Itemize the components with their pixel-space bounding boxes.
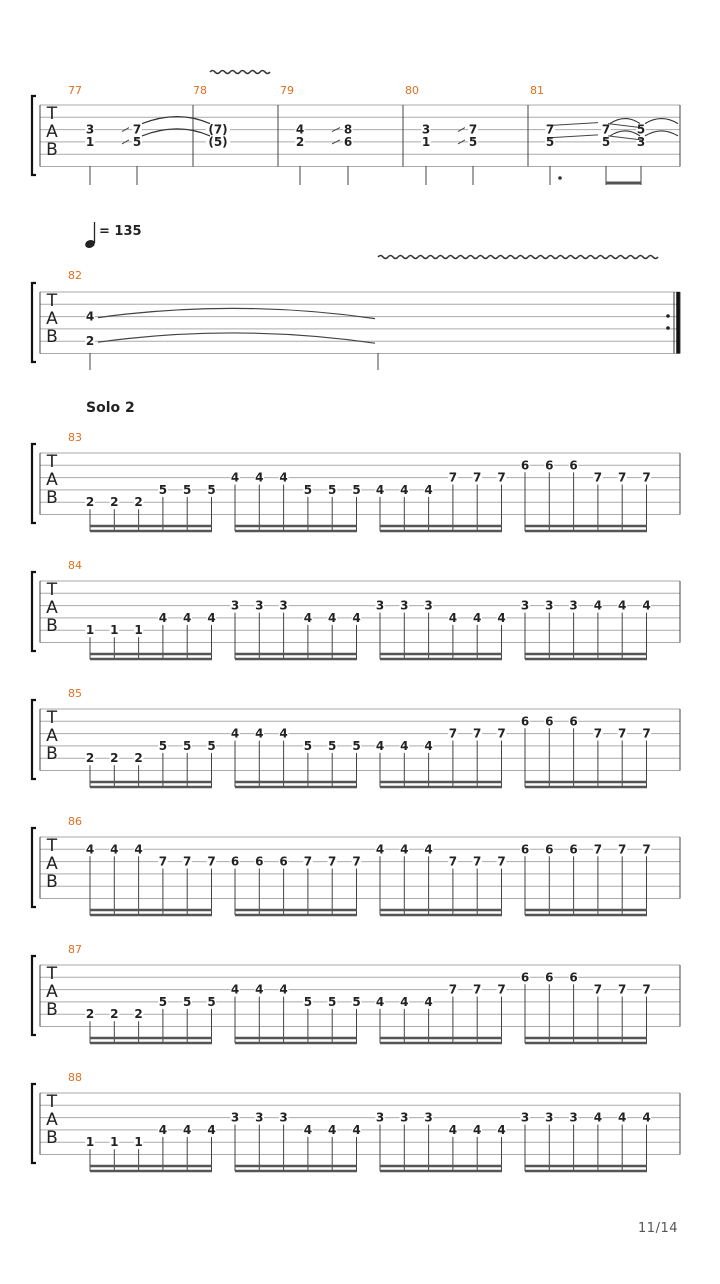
fret-number: 2 [134,495,143,510]
fret-number: 7 [618,726,627,741]
fret-number: 3 [424,1110,433,1125]
vibrato-icon [378,256,658,259]
fret-number: 6 [279,854,288,869]
fret-number: 4 [497,1122,506,1137]
vibrato-segment [548,256,558,259]
fret-number: 4 [424,994,433,1009]
measure-number: 81 [530,84,544,97]
fret-number: 7 [642,982,651,997]
fret-number: 5 [207,994,216,1009]
fret-number: 7 [593,842,603,857]
fret-number: 4 [400,994,409,1009]
fret-number: 4 [230,470,240,485]
fret-number: 3 [545,1110,554,1125]
fret-number: 3 [424,598,433,613]
fret-number: 6 [569,458,578,473]
vibrato-segment [388,256,398,259]
vibrato-segment [588,256,598,259]
fret-number: 7 [497,854,506,869]
fret-number: 7 [473,726,482,741]
fret-number: 5 [352,482,361,497]
fret-number: 5 [158,482,168,497]
fret-number: 2 [110,495,119,510]
fret-number: 4 [183,1122,192,1137]
fret-number: 7 [207,854,216,869]
fret-number: 4 [230,726,240,741]
fret-number: 4 [110,842,119,857]
fret-number: 7 [618,842,627,857]
repeat-dot [666,326,670,330]
tempo-mark [84,222,96,249]
vibrato-segment [488,256,498,259]
measure-number: 77 [68,84,82,97]
fret-number: 2 [295,134,305,149]
fret-number: 4 [375,994,385,1009]
tab-clef-t: T [46,964,58,984]
fret-number: 4 [352,1122,361,1137]
vibrato-segment [210,71,220,74]
fret-number: 4 [375,842,385,857]
tie-arc [645,119,678,124]
fret-number: 4 [618,598,627,613]
fret-number: 4 [295,122,305,137]
fret-number: 6 [545,970,554,985]
fret-number: 4 [400,738,409,753]
vibrato-segment [518,256,528,259]
fret-number: 7 [593,470,603,485]
fret-number: 3 [545,598,554,613]
fret-number: 1 [110,623,119,638]
fret-number: 7 [473,982,482,997]
fret-number: 7 [601,122,611,137]
dotted-note [558,176,562,180]
fret-number: 2 [85,334,95,349]
measure-number: 87 [68,943,82,956]
fret-number: 7 [448,854,458,869]
vibrato-segment [528,256,538,259]
fret-number: 6 [520,970,530,985]
fret-number: 5 [601,134,611,149]
tab-clef-a: A [46,726,58,746]
staff-bracket [32,283,36,362]
fret-number: 7 [468,122,478,137]
tab-clef-t: T [46,836,58,856]
fret-number: (5) [208,134,228,149]
measure-number: 88 [68,1071,82,1084]
fret-number: 7 [473,470,482,485]
fret-number: 3 [255,598,264,613]
vibrato-segment [468,256,478,259]
tab-clef-t: T [46,104,58,124]
measure-number: 83 [68,431,82,444]
fret-number: 6 [520,714,530,729]
slide-line [547,123,598,126]
tab-clef-b: B [46,327,58,347]
fret-number: 2 [110,1007,119,1022]
fret-number: 4 [255,470,264,485]
fret-number: 7 [618,982,627,997]
vibrato-segment [418,256,428,259]
fret-number: 4 [473,1122,482,1137]
measure-number: 84 [68,559,82,572]
staff-bracket [32,700,36,779]
fret-number: 3 [279,598,288,613]
fret-number: 5 [303,994,313,1009]
fret-number: 7 [328,854,337,869]
fret-number: 5 [183,482,192,497]
tab-clef-b: B [46,616,58,636]
fret-number: 6 [520,458,530,473]
vibrato-segment [558,256,568,259]
fret-number: (7) [208,122,228,137]
fret-number: 5 [183,738,192,753]
fret-number: 7 [158,854,168,869]
vibrato-segment [260,71,270,74]
fret-number: 6 [545,458,554,473]
measure-number: 80 [405,84,419,97]
fret-number: 4 [255,982,264,997]
tab-clef-a: A [46,982,58,1002]
repeat-dot [666,314,670,318]
tab-clef-a: A [46,1110,58,1130]
vibrato-segment [618,256,628,259]
fret-number: 1 [110,1135,119,1150]
fret-number: 6 [569,842,578,857]
fret-number: 2 [85,495,95,510]
vibrato-segment [250,71,260,74]
staff-system-2 [32,283,680,362]
vibrato-segment [378,256,388,259]
vibrato-segment [498,256,508,259]
fret-number: 3 [230,1110,240,1125]
fret-number: 7 [352,854,361,869]
vibrato-segment [568,256,578,259]
fret-number: 6 [520,842,530,857]
fret-number: 4 [303,610,313,625]
fret-number: 7 [497,726,506,741]
fret-number: 2 [110,751,119,766]
vibrato-segment [598,256,608,259]
tempo-bpm: = 135 [99,224,142,239]
fret-number: 7 [497,470,506,485]
fret-number: 4 [375,482,385,497]
fret-number: 3 [375,1110,385,1125]
vibrato-segment [428,256,438,259]
vibrato-segment [538,256,548,259]
measure-number: 79 [280,84,294,97]
fret-number: 4 [279,726,288,741]
fret-number: 4 [618,1110,627,1125]
fret-number: 7 [448,982,458,997]
fret-number: 6 [545,714,554,729]
fret-number: 5 [158,738,168,753]
vibrato-segment [220,71,230,74]
fret-number: 3 [520,598,530,613]
tab-clef-t: T [46,452,58,472]
fret-number: 3 [569,1110,578,1125]
vibrato-segment [508,256,518,259]
fret-number: 5 [328,738,337,753]
fret-number: 4 [400,482,409,497]
fret-number: 4 [593,598,603,613]
fret-number: 7 [593,982,603,997]
fret-number: 7 [593,726,603,741]
fret-number: 3 [400,1110,409,1125]
staff-bracket [32,828,36,907]
fret-number: 6 [255,854,264,869]
fret-number: 2 [134,751,143,766]
fret-number: 4 [424,482,433,497]
fret-number: 5 [352,994,361,1009]
vibrato-segment [458,256,468,259]
vibrato-segment [638,256,648,259]
fret-number: 4 [230,982,240,997]
fret-number: 6 [569,714,578,729]
fret-number: 1 [85,1135,95,1150]
fret-number: 5 [545,134,555,149]
fret-number: 5 [303,482,313,497]
tab-clef-b: B [46,872,58,892]
fret-number: 5 [352,738,361,753]
fret-number: 1 [421,134,431,149]
fret-number: 4 [85,309,95,324]
fret-number: 4 [158,1122,168,1137]
fret-number: 4 [642,1110,651,1125]
tab-clef-a: A [46,854,58,874]
fret-number: 2 [85,751,95,766]
page-number: 11/14 [638,1221,678,1236]
tab-clef-b: B [46,1000,58,1020]
fret-number: 7 [303,854,313,869]
tab-clef-b: B [46,1128,58,1148]
fret-number: 1 [134,1135,143,1150]
fret-number: 5 [207,482,216,497]
tab-clef-b: B [46,744,58,764]
fret-number: 5 [328,994,337,1009]
tab-clef-a: A [46,598,58,618]
tie-arc [610,131,640,136]
fret-number: 7 [132,122,142,137]
fret-number: 5 [207,738,216,753]
fret-number: 1 [134,623,143,638]
tab-clef-b: B [46,140,58,160]
fret-number: 7 [473,854,482,869]
tab-clef-t: T [46,580,58,600]
fret-number: 6 [230,854,240,869]
fret-number: 3 [279,1110,288,1125]
fret-number: 4 [303,1122,313,1137]
measure-number: 82 [68,269,82,282]
fret-number: 3 [375,598,385,613]
fret-number: 4 [448,1122,458,1137]
staff-bracket [32,444,36,523]
fret-number: 3 [85,122,95,137]
vibrato-segment [438,256,448,259]
fret-number: 4 [497,610,506,625]
fret-number: 4 [642,598,651,613]
fret-number: 4 [207,1122,216,1137]
section-label: Solo 2 [86,400,135,416]
fret-number: 4 [424,738,433,753]
fret-number: 5 [303,738,313,753]
fret-number: 7 [448,726,458,741]
fret-number: 4 [473,610,482,625]
fret-number: 7 [545,122,555,137]
fret-number: 3 [230,598,240,613]
fret-number: 5 [158,994,168,1009]
tab-clef-b: B [46,488,58,508]
fret-number: 4 [134,842,143,857]
fret-number: 6 [343,134,353,149]
fret-number: 4 [352,610,361,625]
fret-number: 5 [328,482,337,497]
fret-number: 6 [545,842,554,857]
fret-number: 8 [343,122,353,137]
fret-number: 4 [183,610,192,625]
vibrato-segment [408,256,418,259]
vibrato-segment [478,256,488,259]
tab-clef-t: T [46,1092,58,1112]
tie-arc [610,119,640,124]
fret-number: 7 [448,470,458,485]
tab-clef-a: A [46,122,58,142]
fret-number: 3 [636,134,646,149]
tab-clef-a: A [46,470,58,490]
vibrato-segment [628,256,638,259]
measure-number: 78 [193,84,207,97]
tab-clef-t: T [46,708,58,728]
measure-number: 85 [68,687,82,700]
vibrato-segment [448,256,458,259]
fret-number: 4 [400,842,409,857]
fret-number: 4 [158,610,168,625]
fret-number: 5 [183,994,192,1009]
fret-number: 1 [85,623,95,638]
tab-clef-t: T [46,291,58,311]
fret-number: 3 [421,122,431,137]
fret-number: 4 [255,726,264,741]
fret-number: 4 [279,470,288,485]
fret-number: 4 [207,610,216,625]
fret-number: 7 [497,982,506,997]
fret-number: 2 [85,1007,95,1022]
fret-number: 6 [569,970,578,985]
fret-number: 4 [593,1110,603,1125]
fret-number: 5 [636,122,646,137]
staff-bracket [32,572,36,651]
staff-bracket [32,1084,36,1163]
vibrato-segment [648,256,658,259]
vibrato-segment [230,71,240,74]
fret-number: 2 [134,1007,143,1022]
tab-clef-a: A [46,309,58,329]
vibrato-icon [210,71,270,74]
fret-number: 3 [255,1110,264,1125]
fret-number: 4 [375,738,385,753]
vibrato-segment [398,256,408,259]
fret-number: 3 [520,1110,530,1125]
vibrato-segment [608,256,618,259]
tie-arc [645,131,678,136]
staff-bracket [32,956,36,1035]
vibrato-segment [578,256,588,259]
fret-number: 7 [183,854,192,869]
fret-number: 4 [424,842,433,857]
measure-number: 86 [68,815,82,828]
fret-number: 7 [618,470,627,485]
staff-bracket [32,96,36,175]
fret-number: 7 [642,470,651,485]
fret-number: 5 [468,134,478,149]
fret-number: 4 [328,610,337,625]
fret-number: 4 [448,610,458,625]
fret-number: 5 [132,134,142,149]
vibrato-segment [240,71,250,74]
fret-number: 4 [328,1122,337,1137]
fret-number: 7 [642,726,651,741]
fret-number: 7 [642,842,651,857]
fret-number: 4 [85,842,95,857]
fret-number: 3 [400,598,409,613]
fret-number: 4 [279,982,288,997]
fret-number: 3 [569,598,578,613]
fret-number: 1 [85,134,95,149]
